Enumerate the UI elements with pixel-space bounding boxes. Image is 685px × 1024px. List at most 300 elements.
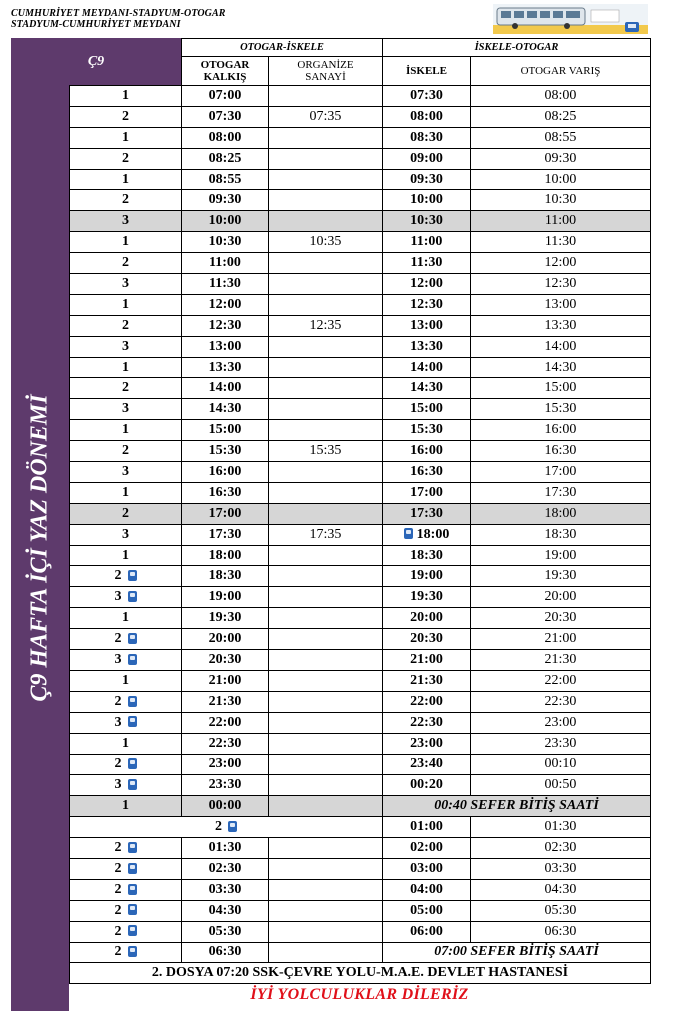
iskele-time: 15:00 [410, 401, 443, 417]
organize-sanayi-time [269, 650, 383, 671]
row-no: 2 [122, 150, 129, 166]
otogar-time: 23:30 [182, 775, 269, 796]
row-no: 2 [215, 819, 222, 835]
varis-time: 11:00 [471, 211, 651, 232]
organize-sanayi-time [269, 253, 383, 274]
varis-time: 19:30 [471, 566, 651, 587]
otogar-time: 19:00 [182, 587, 269, 608]
footer-note: 2. DOSYA 07:20 SSK-ÇEVRE YOLU-M.A.E. DEVLET HASTANESİ [70, 963, 651, 984]
organize-sanayi-time: 10:35 [269, 232, 383, 253]
empty-cell [269, 921, 383, 942]
varis-time: 16:30 [471, 441, 651, 462]
varis-time: 23:30 [471, 733, 651, 754]
organize-sanayi-time [269, 357, 383, 378]
varis-time: 20:00 [471, 587, 651, 608]
row-no-cell [70, 921, 182, 942]
varis-time: 05:30 [471, 900, 651, 921]
col-iskele: İSKELE [383, 57, 471, 86]
table-row [70, 691, 651, 712]
otogar-time: 12:00 [182, 294, 269, 315]
iskele-time-cell [383, 315, 471, 336]
table-row [70, 524, 651, 545]
iskele-time: 12:30 [410, 296, 443, 312]
accessible-bus-icon [128, 884, 137, 896]
row-no: 1 [122, 234, 129, 250]
iskele-time: 19:00 [410, 568, 443, 584]
iskele-time-cell [383, 587, 471, 608]
table-row [70, 712, 651, 733]
iskele-time: 21:00 [410, 651, 443, 667]
otogar-time: 13:30 [182, 357, 269, 378]
row-no: 1 [122, 87, 129, 103]
iskele-time: 13:30 [410, 338, 443, 354]
route-title-line1: CUMHURİYET MEYDANI-STADYUM-OTOGAR [11, 8, 226, 19]
footer-note-row [70, 963, 651, 984]
otogar-time: 16:30 [182, 482, 269, 503]
otogar-time: 06:30 [182, 942, 269, 963]
otogar-time: 10:00 [182, 211, 269, 232]
empty-cell [269, 858, 383, 879]
iskele-time: 07:30 [410, 87, 443, 103]
row-no: 1 [122, 171, 129, 187]
varis-time: 20:30 [471, 608, 651, 629]
table-row [70, 858, 651, 879]
row-no: 2 [114, 902, 122, 918]
timetable [69, 38, 651, 984]
empty-cell [269, 942, 383, 963]
header-row-groups [70, 39, 651, 57]
row-no: 3 [122, 275, 129, 291]
row-no-cell [70, 274, 182, 295]
row-no: 3 [114, 777, 122, 793]
organize-sanayi-time [269, 503, 383, 524]
organize-sanayi-time [269, 420, 383, 441]
schedule-period-label: Ç9 HAFTA İÇİ YAZ DÖNEMİ [26, 394, 53, 702]
iskele-time: 22:00 [410, 693, 443, 709]
organize-sanayi-time: 17:35 [269, 524, 383, 545]
table-row [70, 838, 651, 859]
iskele-time-cell [383, 190, 471, 211]
table-row [70, 733, 651, 754]
table-row [70, 106, 651, 127]
table-row [70, 420, 651, 441]
iskele-time-cell [383, 462, 471, 483]
organize-sanayi-time: 07:35 [269, 106, 383, 127]
row-no: 2 [122, 443, 129, 459]
row-no-cell [70, 942, 182, 963]
iskele-time: 09:00 [410, 150, 443, 166]
row-no: 1 [122, 296, 129, 312]
organize-sanayi-time [269, 733, 383, 754]
row-no-cell [70, 169, 182, 190]
row-no: 1 [122, 129, 129, 145]
iskele-time-cell [383, 274, 471, 295]
table-row [70, 232, 651, 253]
iskele-time-cell [383, 629, 471, 650]
iskele-time-cell [383, 482, 471, 503]
iskele-time: 23:40 [410, 756, 443, 772]
table-row [70, 608, 651, 629]
iskele-time-cell [383, 441, 471, 462]
row-no-cell [70, 148, 182, 169]
organize-sanayi-time [269, 712, 383, 733]
otogar-time: 01:30 [182, 838, 269, 859]
iskele-time-cell [383, 712, 471, 733]
varis-time: 21:30 [471, 650, 651, 671]
iskele-time: 18:30 [410, 547, 443, 563]
varis-time: 18:30 [471, 524, 651, 545]
iskele-time-cell [383, 524, 471, 545]
varis-time: 08:00 [471, 86, 651, 107]
accessible-bus-icon [128, 654, 137, 666]
row-no: 3 [114, 589, 122, 605]
table-row [70, 86, 651, 107]
varis-time: 22:00 [471, 670, 651, 691]
iskele-time: 11:30 [410, 255, 443, 271]
row-no-cell [70, 86, 182, 107]
table-row [70, 336, 651, 357]
otogar-time: 15:30 [182, 441, 269, 462]
organize-sanayi-time [269, 86, 383, 107]
organize-sanayi-time [269, 629, 383, 650]
organize-sanayi-time [269, 274, 383, 295]
varis-time: 23:00 [471, 712, 651, 733]
empty-cell [269, 879, 383, 900]
otogar-time: 14:30 [182, 399, 269, 420]
iskele-time-cell [383, 378, 471, 399]
row-no-cell [70, 336, 182, 357]
iskele-time: 14:00 [410, 359, 443, 375]
table-row [70, 629, 651, 650]
table-row [70, 545, 651, 566]
otogar-time: 07:00 [182, 86, 269, 107]
varis-time: 18:00 [471, 503, 651, 524]
table-row [70, 650, 651, 671]
accessible-bus-icon [228, 821, 237, 833]
organize-sanayi-time [269, 670, 383, 691]
row-no: 1 [122, 610, 129, 626]
end-note: 07:00 SEFER BİTİŞ SAATİ [383, 942, 651, 963]
timetable-footer [70, 942, 651, 984]
iskele-time-cell [383, 691, 471, 712]
accessible-bus-icon [128, 904, 137, 916]
table-row [70, 921, 651, 942]
otogar-time: 22:00 [182, 712, 269, 733]
table-row [70, 148, 651, 169]
organize-sanayi-time [269, 754, 383, 775]
iskele-time: 17:00 [410, 484, 443, 500]
table-row [70, 566, 651, 587]
iskele-time: 03:00 [383, 858, 471, 879]
row-no-cell [70, 524, 182, 545]
row-no-cell [70, 838, 182, 859]
varis-time: 21:00 [471, 629, 651, 650]
iskele-time: 20:30 [410, 631, 443, 647]
table-row [70, 754, 651, 775]
row-no-cell [70, 503, 182, 524]
table-row [70, 190, 651, 211]
iskele-time-cell [383, 232, 471, 253]
table-row [70, 274, 651, 295]
accessible-bus-icon [128, 779, 137, 791]
empty-cell [269, 796, 383, 817]
otogar-time: 04:30 [182, 900, 269, 921]
iskele-time-cell [383, 733, 471, 754]
table-row [70, 879, 651, 900]
row-no: 3 [122, 463, 129, 479]
iskele-time: 16:00 [410, 443, 443, 459]
row-no-cell [70, 608, 182, 629]
row-no: 2 [114, 881, 122, 897]
accessible-bus-icon [128, 633, 137, 645]
bus-logo-icon [493, 4, 648, 34]
iskele-time-cell [383, 86, 471, 107]
table-row [70, 294, 651, 315]
row-no: 3 [114, 714, 122, 730]
table-row [70, 357, 651, 378]
row-no-cell [70, 106, 182, 127]
farewell-message: İYİ YOLCULUKLAR DİLERİZ [250, 986, 469, 1003]
varis-time: 09:30 [471, 148, 651, 169]
row-no: 2 [114, 923, 122, 939]
row-no-cell [70, 294, 182, 315]
row-no-cell [70, 733, 182, 754]
accessible-bus-icon [128, 946, 137, 958]
varis-time: 14:30 [471, 357, 651, 378]
row-no-cell [70, 712, 182, 733]
iskele-time-cell [383, 754, 471, 775]
organize-sanayi-time [269, 775, 383, 796]
accessible-bus-icon [128, 758, 137, 770]
accessible-bus-icon [128, 696, 137, 708]
organize-sanayi-time: 12:35 [269, 315, 383, 336]
last-row [70, 942, 651, 963]
iskele-time: 09:30 [410, 171, 443, 187]
row-no: 2 [114, 944, 122, 960]
otogar-time: 02:30 [182, 858, 269, 879]
organize-sanayi-time: 15:35 [269, 441, 383, 462]
otogar-time: 21:30 [182, 691, 269, 712]
iskele-time-cell [383, 148, 471, 169]
table-row [70, 211, 651, 232]
row-no-cell [70, 399, 182, 420]
otogar-time: 11:30 [182, 274, 269, 295]
iskele-time: 10:00 [410, 192, 443, 208]
organize-sanayi-time [269, 545, 383, 566]
iskele-time: 15:30 [410, 422, 443, 438]
row-no: 3 [122, 338, 129, 354]
row-no: 2 [122, 317, 129, 333]
iskele-time-cell [383, 106, 471, 127]
row-no: 2 [114, 756, 122, 772]
iskele-time: 00:20 [410, 777, 443, 793]
col-otogar-varis: OTOGAR VARIŞ [471, 57, 651, 86]
iskele-time: 06:00 [383, 921, 471, 942]
organize-sanayi-time [269, 482, 383, 503]
otogar-time: 19:30 [182, 608, 269, 629]
table-row [70, 482, 651, 503]
row-no-cell [70, 566, 182, 587]
varis-time: 15:00 [471, 378, 651, 399]
iskele-time: 08:30 [410, 129, 443, 145]
otogar-time: 20:30 [182, 650, 269, 671]
iskele-time-cell [383, 211, 471, 232]
accessible-bus-icon [404, 528, 413, 540]
otogar-time: 18:30 [182, 566, 269, 587]
row-no-cell [70, 754, 182, 775]
route-code: Ç9 [11, 38, 181, 85]
varis-time: 12:00 [471, 253, 651, 274]
varis-time: 13:00 [471, 294, 651, 315]
iskele-time-cell [383, 650, 471, 671]
iskele-time: 12:00 [410, 275, 443, 291]
varis-time: 17:30 [471, 482, 651, 503]
merged-no-cell [70, 817, 383, 838]
row-no: 2 [114, 860, 122, 876]
organize-sanayi-time [269, 148, 383, 169]
row-no-cell [70, 670, 182, 691]
varis-time: 02:30 [471, 838, 651, 859]
iskele-time-cell [383, 294, 471, 315]
row-no-cell [70, 691, 182, 712]
iskele-time-cell [383, 503, 471, 524]
timetable-body [70, 86, 651, 796]
row-no-cell [70, 900, 182, 921]
row-no-cell [70, 858, 182, 879]
row-no: 1 [122, 359, 129, 375]
iskele-time: 17:30 [410, 505, 443, 521]
iskele-time-cell [383, 608, 471, 629]
organize-sanayi-time [269, 211, 383, 232]
iskele-time-cell [383, 545, 471, 566]
organize-sanayi-time [269, 127, 383, 148]
otogar-time: 18:00 [182, 545, 269, 566]
row-no-cell [70, 211, 182, 232]
varis-time: 08:25 [471, 106, 651, 127]
organize-sanayi-time [269, 399, 383, 420]
table-row [70, 775, 651, 796]
row-no: 3 [114, 651, 122, 667]
table-row [70, 670, 651, 691]
otogar-time: 17:30 [182, 524, 269, 545]
row-no: 3 [122, 401, 129, 417]
iskele-time: 10:30 [410, 213, 443, 229]
table-row [70, 127, 651, 148]
otogar-time: 08:55 [182, 169, 269, 190]
otogar-time: 21:00 [182, 670, 269, 691]
table-row [70, 462, 651, 483]
accessible-bus-icon [128, 863, 137, 875]
row-no-cell [70, 441, 182, 462]
varis-time: 00:50 [471, 775, 651, 796]
otogar-time: 09:30 [182, 190, 269, 211]
row-no-cell [70, 879, 182, 900]
table-row [70, 253, 651, 274]
iskele-time-cell [383, 357, 471, 378]
organize-sanayi-time [269, 566, 383, 587]
otogar-time: 15:00 [182, 420, 269, 441]
otogar-time: 08:00 [182, 127, 269, 148]
table-row [70, 587, 651, 608]
header-row-columns [70, 57, 651, 86]
row-no-cell [70, 315, 182, 336]
row-no-cell [70, 629, 182, 650]
iskele-time: 16:30 [410, 463, 443, 479]
iskele-time-cell [383, 670, 471, 691]
organize-sanayi-time [269, 190, 383, 211]
otogar-time: 20:00 [182, 629, 269, 650]
iskele-time-cell [383, 775, 471, 796]
row-no: 1 [122, 484, 129, 500]
varis-time: 03:30 [471, 858, 651, 879]
organize-sanayi-time [269, 691, 383, 712]
row-no: 2 [114, 631, 122, 647]
iskele-time-cell [383, 566, 471, 587]
iskele-time: 01:00 [383, 817, 471, 838]
night-rows [70, 838, 651, 942]
row-no-cell [70, 357, 182, 378]
row-no-cell [70, 378, 182, 399]
organize-sanayi-time [269, 608, 383, 629]
otogar-time: 13:00 [182, 336, 269, 357]
otogar-time: 11:00 [182, 253, 269, 274]
varis-time: 13:30 [471, 315, 651, 336]
varis-time: 19:00 [471, 545, 651, 566]
row-no-cell [70, 127, 182, 148]
row-no-cell [70, 190, 182, 211]
end-note: 00:40 SEFER BİTİŞ SAATİ [383, 796, 651, 817]
table-row [70, 378, 651, 399]
varis-time: 12:30 [471, 274, 651, 295]
otogar-time: 12:30 [182, 315, 269, 336]
otogar-time: 22:30 [182, 733, 269, 754]
route-title-line2: STADYUM-CUMHURİYET MEYDANI [11, 19, 181, 30]
iskele-time: 11:00 [410, 234, 443, 250]
otogar-time: 23:00 [182, 754, 269, 775]
varis-time: 01:30 [471, 817, 651, 838]
otogar-time: 14:00 [182, 378, 269, 399]
varis-time: 00:10 [471, 754, 651, 775]
row-no: 2 [122, 192, 129, 208]
row-no: 2 [114, 693, 122, 709]
table-row [70, 900, 651, 921]
row-no-cell [70, 650, 182, 671]
varis-time: 16:00 [471, 420, 651, 441]
varis-time: 22:30 [471, 691, 651, 712]
iskele-time: 18:00 [416, 526, 450, 542]
organize-sanayi-time [269, 336, 383, 357]
row-no-cell [70, 587, 182, 608]
varis-time: 14:00 [471, 336, 651, 357]
varis-time: 06:30 [471, 921, 651, 942]
row-no: 2 [122, 108, 129, 124]
accessible-bus-icon [128, 925, 137, 937]
accessible-bus-icon [128, 716, 137, 728]
otogar-time: 05:30 [182, 921, 269, 942]
row-no: 3 [122, 526, 129, 542]
row-no: 3 [122, 213, 129, 229]
varis-time: 15:30 [471, 399, 651, 420]
row-no: 1 [122, 672, 129, 688]
timetable-tail [70, 796, 651, 838]
iskele-time-cell [383, 420, 471, 441]
iskele-time: 19:30 [410, 589, 443, 605]
otogar-time: 00:00 [182, 796, 269, 817]
accessible-bus-icon [128, 570, 137, 582]
empty-cell [269, 838, 383, 859]
accessible-bus-icon [128, 842, 137, 854]
group-iskele-otogar: İSKELE-OTOGAR [383, 39, 651, 57]
